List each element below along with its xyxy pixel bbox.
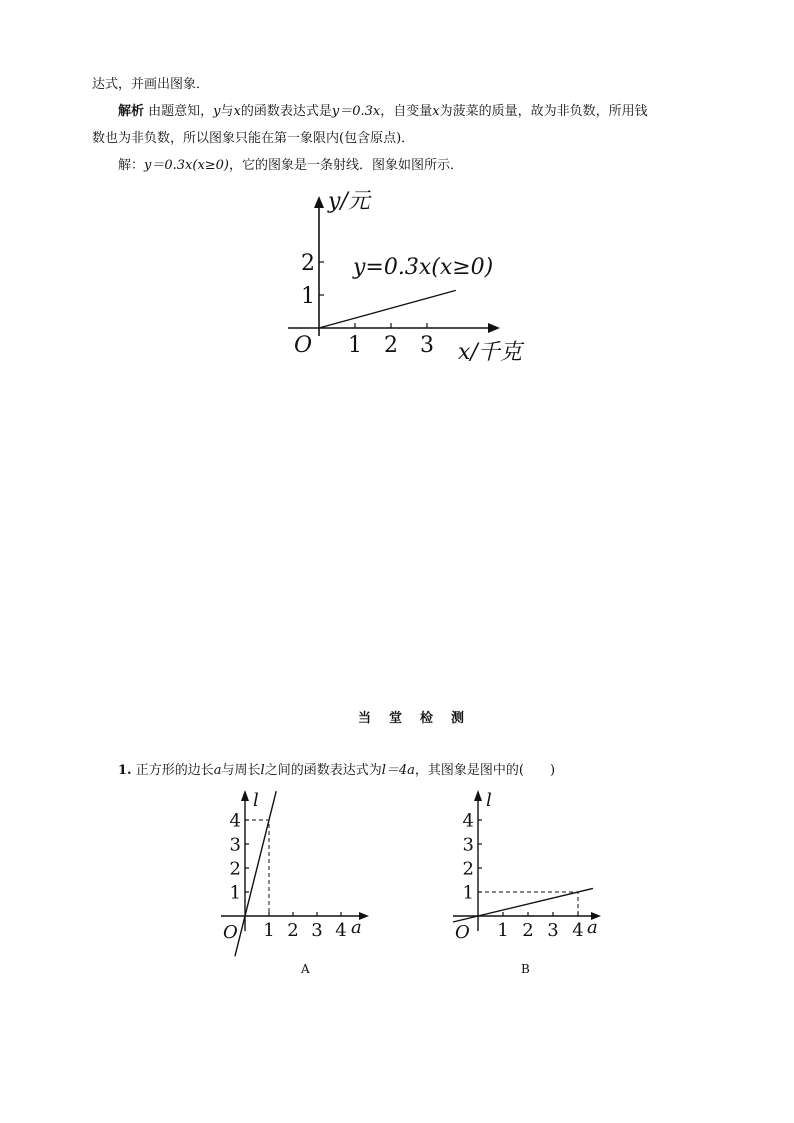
y-tick-label: 2 (462, 858, 474, 880)
text-line-2 (118, 103, 648, 121)
x-tick-label: 2 (384, 333, 398, 358)
y-axis-label: l (486, 790, 492, 811)
y-tick-label: 2 (229, 858, 241, 880)
x-tick-label: 4 (335, 920, 347, 941)
y-tick-label: 2 (301, 250, 315, 276)
y-tick-label: 1 (462, 882, 474, 904)
option-b-caption: B (521, 962, 530, 976)
x-axis-label: a (587, 917, 598, 938)
analysis-label: 解析 (118, 104, 145, 119)
y-axis-label: l (253, 790, 259, 811)
equation: l＝4a (381, 763, 415, 778)
var-a: a (213, 763, 222, 778)
text-span: 为菠菜的质量，故为非负数，所用钱 (439, 104, 648, 119)
origin-label: O (223, 922, 238, 943)
text-span: ，其图象是图中的( ) (414, 763, 556, 778)
text-span: 之间的函数表达式为 (264, 763, 382, 778)
option-a-caption: A (301, 962, 310, 976)
main-function-graph (270, 186, 560, 366)
function-line (453, 888, 593, 922)
function-equation: y=0.3x(x≥0) (353, 255, 494, 280)
question-1 (118, 762, 555, 780)
x-tick-label: 3 (420, 333, 434, 358)
text-line-3 (92, 130, 414, 148)
y-axis-arrow (314, 196, 324, 208)
x-axis-label: a (351, 917, 362, 938)
var-x: x (432, 104, 440, 119)
option-a-graph (215, 786, 375, 956)
y-tick-label: 4 (229, 810, 241, 832)
origin-label: O (455, 922, 470, 943)
var-y: y (213, 104, 221, 119)
x-tick-label: 2 (287, 920, 299, 941)
text-span: 与 (220, 104, 234, 119)
x-tick-label: 1 (263, 920, 275, 941)
text-span: ，它的图象是一条射线．图象如图所示． (229, 158, 464, 173)
equation: y＝0.3x(x≥0) (144, 158, 230, 173)
x-axis-arrow (488, 323, 500, 333)
text-span: 数也为非负数，所以图象只能在第一象限内(包含原点)． (92, 131, 415, 146)
text-span: 正方形的边长 (135, 763, 214, 778)
y-tick-label: 3 (229, 834, 241, 856)
y-tick-label: 1 (301, 283, 315, 309)
y-axis-arrow (474, 790, 482, 801)
text-line-4 (118, 157, 463, 175)
section-title: 当堂检测 (358, 711, 483, 726)
text-span: ，自变量 (380, 104, 433, 119)
y-tick-label: 1 (229, 882, 241, 904)
x-tick-label: 2 (522, 920, 534, 941)
option-b-graph (445, 786, 605, 956)
var-l: l (260, 763, 265, 778)
y-axis-arrow (241, 790, 249, 801)
question-number: 1. (118, 763, 132, 778)
solution-label: 解： (118, 158, 145, 173)
x-tick-label: 3 (311, 920, 323, 941)
y-axis-label: y/元 (328, 189, 370, 214)
x-tick-label: 1 (348, 333, 362, 358)
text-line-1 (92, 76, 209, 94)
origin-label: O (294, 333, 313, 358)
var-x: x (233, 104, 241, 119)
x-tick-label: 1 (497, 920, 509, 941)
x-axis-label: x/千克 (458, 340, 522, 365)
x-tick-label: 4 (572, 920, 584, 941)
function-ray (319, 290, 456, 328)
text-continuation: 达式，并画出图象． (92, 77, 210, 92)
text-span: 的函数表达式是 (240, 104, 332, 119)
x-tick-label: 3 (547, 920, 559, 941)
y-tick-label: 4 (462, 810, 474, 832)
equation: y＝0.3x (331, 104, 381, 119)
text-span: 与周长 (221, 763, 261, 778)
y-tick-label: 3 (462, 834, 474, 856)
text-span: 由题意知， (148, 104, 214, 119)
